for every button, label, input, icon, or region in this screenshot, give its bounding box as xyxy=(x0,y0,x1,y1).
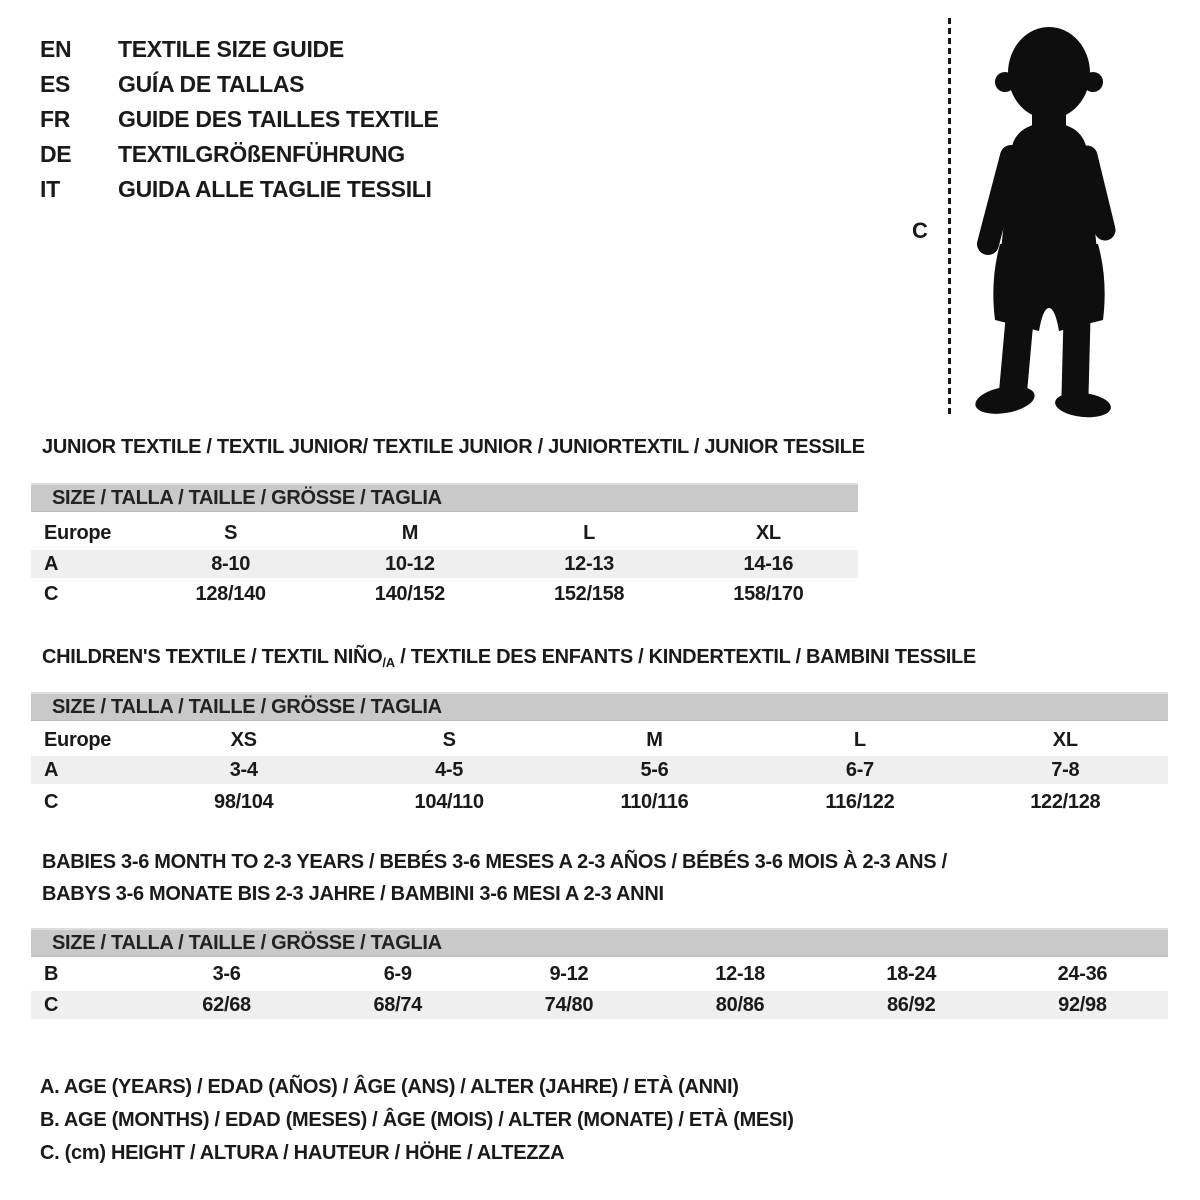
note-c: C. (cm) HEIGHT / ALTURA / HAUTEUR / HÖHE / ALTEZZA xyxy=(40,1142,565,1164)
lang-title: TEXTILGRÖßENFÜHRUNG xyxy=(118,141,405,167)
children-title-pre: CHILDREN'S TEXTILE / TEXTIL NIÑO xyxy=(42,646,383,668)
lang-code: FR xyxy=(40,106,71,132)
lang-row-en xyxy=(40,32,439,67)
toddler-silhouette-image xyxy=(956,16,1146,420)
junior-size-header-bar: SIZE / TALLA / TAILLE / GRÖSSE / TAGLIA xyxy=(31,483,858,512)
lang-code: ES xyxy=(40,71,71,97)
lang-row-it xyxy=(40,172,439,207)
lang-row-fr xyxy=(40,102,439,137)
cell-value: 9-12 xyxy=(549,963,589,985)
babies-size-header-bar: SIZE / TALLA / TAILLE / GRÖSSE / TAGLIA xyxy=(31,928,1168,957)
cell-value: 86/92 xyxy=(886,993,936,1016)
note-b: B. AGE (MONTHS) / EDAD (MESES) / ÂGE (MOIS) / ALTER (MONATE) / ETÀ (MESI) xyxy=(40,1109,794,1131)
cell-value: 74/80 xyxy=(544,993,594,1016)
height-measure-label: C xyxy=(912,218,928,243)
cell-value: 6-9 xyxy=(383,963,412,985)
babies-row-b xyxy=(31,960,1168,989)
lang-code: EN xyxy=(40,36,72,62)
cell-value: 128/140 xyxy=(195,582,266,605)
note-a: A. AGE (YEARS) / EDAD (AÑOS) / ÂGE (ANS) / ALTER (JAHRE) / ETÀ (ANNI) xyxy=(40,1076,739,1098)
children-row-a xyxy=(31,756,1168,784)
size-col-label: XL xyxy=(755,522,781,544)
children-section-title xyxy=(42,646,976,670)
row-label: A xyxy=(44,758,59,781)
cell-value: 7-8 xyxy=(1051,758,1080,781)
lang-title: GUIDE DES TAILLES TEXTILE xyxy=(118,106,439,132)
lang-row-es xyxy=(40,67,439,102)
children-title-post: / TEXTILE DES ENFANTS / KINDERTEXTIL / BAMBINI TESSILE xyxy=(394,646,976,668)
children-columns-row xyxy=(31,726,1168,754)
babies-section-title-line1: BABIES 3-6 MONTH TO 2-3 YEARS / BEBÉS 3-6 MESES A 2-3 AÑOS / BÉBÉS 3-6 MOIS À 2-3 ANS / xyxy=(42,851,947,873)
cell-value: 62/68 xyxy=(202,993,251,1016)
junior-row-a xyxy=(31,550,858,578)
size-col-label: M xyxy=(401,522,419,544)
cell-value: 4-5 xyxy=(435,758,464,781)
row-label: A xyxy=(44,552,59,575)
children-title-sub: /A xyxy=(382,655,395,670)
cell-value: 98/104 xyxy=(214,790,274,813)
row-label: C xyxy=(44,993,59,1016)
lang-code: IT xyxy=(40,176,60,202)
size-col-label: L xyxy=(853,728,866,751)
cell-value: 110/116 xyxy=(620,790,689,813)
cell-value: 14-16 xyxy=(743,552,794,575)
lang-title: TEXTILE SIZE GUIDE xyxy=(118,36,344,62)
junior-section-title: JUNIOR TEXTILE / TEXTIL JUNIOR/ TEXTILE JUNIOR / JUNIORTEXTIL / JUNIOR TESSILE xyxy=(42,436,865,458)
cell-value: 68/74 xyxy=(373,993,423,1016)
cell-value: 122/128 xyxy=(1030,790,1101,813)
cell-value: 3-4 xyxy=(229,758,258,781)
size-col-label: L xyxy=(583,522,596,544)
cell-value: 18-24 xyxy=(886,963,937,985)
children-row-c xyxy=(31,788,1168,816)
junior-columns-row xyxy=(31,519,858,548)
region-label: Europe xyxy=(44,728,112,751)
lang-row-de xyxy=(40,137,439,172)
height-measure-dashed-line xyxy=(948,18,951,418)
cell-value: 152/158 xyxy=(554,582,625,605)
cell-value: 12-13 xyxy=(564,552,614,575)
cell-value: 116/122 xyxy=(825,790,895,813)
cell-value: 80/86 xyxy=(715,993,765,1016)
size-col-label: XL xyxy=(1052,728,1078,751)
cell-value: 12-18 xyxy=(715,963,765,985)
cell-value: 8-10 xyxy=(211,552,251,575)
size-col-label: S xyxy=(224,522,238,544)
region-label: Europe xyxy=(44,522,112,544)
cell-value: 140/152 xyxy=(374,582,445,605)
cell-value: 3-6 xyxy=(212,963,241,985)
lang-code: DE xyxy=(40,141,72,167)
row-label: B xyxy=(44,963,59,985)
language-header xyxy=(40,32,439,207)
size-col-label: XS xyxy=(230,728,257,751)
lang-title: GUÍA DE TALLAS xyxy=(118,71,305,97)
junior-row-c xyxy=(31,580,858,608)
cell-value: 6-7 xyxy=(845,758,874,781)
cell-value: 92/98 xyxy=(1058,993,1107,1016)
babies-section-title-line2: BABYS 3-6 MONATE BIS 2-3 JAHRE / BAMBINI 3-6 MESI A 2-3 ANNI xyxy=(42,883,664,905)
lang-title: GUIDA ALLE TAGLIE TESSILI xyxy=(118,176,432,202)
cell-value: 10-12 xyxy=(385,552,435,575)
children-size-header-bar: SIZE / TALLA / TAILLE / GRÖSSE / TAGLIA xyxy=(31,692,1168,721)
row-label: C xyxy=(44,582,59,605)
babies-row-c xyxy=(31,991,1168,1019)
size-col-label: M xyxy=(646,728,663,751)
cell-value: 5-6 xyxy=(640,758,669,781)
cell-value: 158/170 xyxy=(733,582,804,605)
row-label: C xyxy=(44,790,59,813)
cell-value: 24-36 xyxy=(1057,963,1108,985)
cell-value: 104/110 xyxy=(414,790,484,813)
size-col-label: S xyxy=(442,728,456,751)
